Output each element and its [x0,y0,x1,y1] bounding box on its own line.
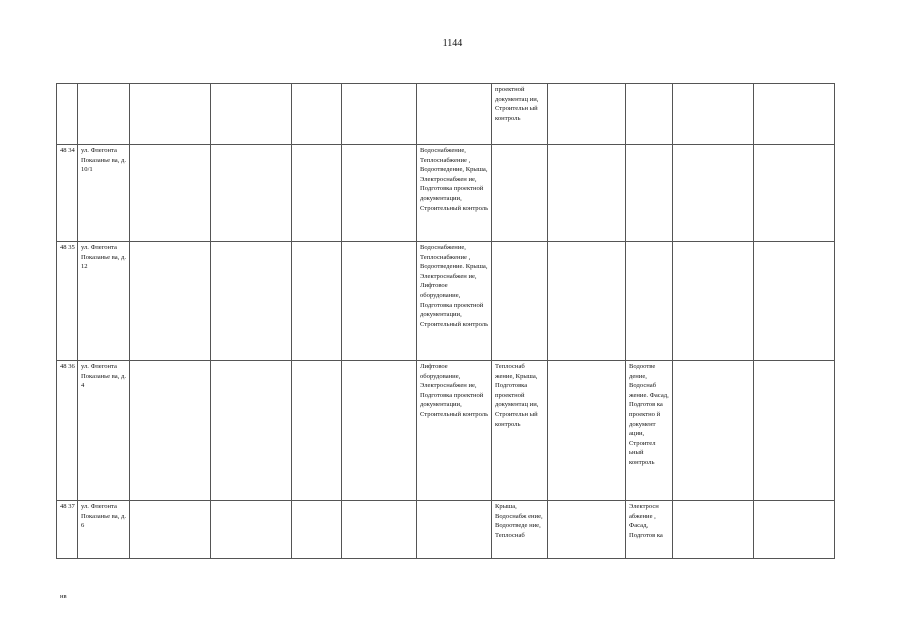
table-cell [754,501,835,559]
table-cell [673,84,754,145]
footer-mark: нв [60,593,67,600]
works-cell [492,242,548,361]
table-cell [754,242,835,361]
table-cell [342,84,417,145]
works-cell [626,242,673,361]
page-number: 1144 [442,38,463,49]
table-cell [292,84,342,145]
table-cell [211,84,292,145]
row-number-cell: 48 36 [57,361,78,501]
table-cell [292,361,342,501]
works-cell: Крыша, Водоснабж ение, Водоотведе ние, Теплоснаб [492,501,548,559]
works-cell [417,84,492,145]
table-cell [548,84,626,145]
address-cell [78,84,130,145]
table-cell [130,84,211,145]
works-cell: Водоснабжение, Теплоснабжение , Водоотведение, Крыша, Электроснабжен ие, Подготовка проектной документации, Строительный контроль [417,145,492,242]
table-cell [130,361,211,501]
address-cell: ул. Флегонта Показанье ва, д. 4 [78,361,130,501]
table-row [57,145,835,242]
table-cell [211,501,292,559]
address-cell: ул. Флегонта Показанье ва, д. 6 [78,501,130,559]
works-cell: Водоснабжение, Теплоснабжение , Водоотведение. Крыша, Электроснабжен ие, Лифтовое оборудование, Подготовка проектной документации, Строительный контроль [417,242,492,361]
table-cell [342,242,417,361]
works-cell: Электросн абжение , Фасад, Подготов ка [626,501,673,559]
table-cell [548,145,626,242]
table-row [57,84,835,145]
table-cell [548,361,626,501]
table-cell [211,145,292,242]
table-row [57,501,835,559]
table-cell [754,145,835,242]
row-number-cell: 48 37 [57,501,78,559]
table-cell [292,501,342,559]
table-row [57,361,835,501]
works-cell [626,84,673,145]
table-cell [754,361,835,501]
works-cell: Лифтовое оборудование, Электроснабжен ие, Подготовка проектной документации, Строительный контроль [417,361,492,501]
works-cell [492,145,548,242]
row-number-cell [57,84,78,145]
address-cell: ул. Флегонта Показанье ва, д. 10/1 [78,145,130,242]
table-cell [211,242,292,361]
table-cell [673,361,754,501]
table-cell [130,145,211,242]
works-cell [626,145,673,242]
table-cell [673,242,754,361]
works-cell: Водоотве дение, Водоснаб жение. Фасад, Подготов ка проектно й документ ации, Строител ьный контроль [626,361,673,501]
works-cell [417,501,492,559]
table-cell [754,84,835,145]
row-number-cell: 48 34 [57,145,78,242]
table-cell [673,501,754,559]
table-cell [673,145,754,242]
table-cell [130,501,211,559]
table-cell [211,361,292,501]
works-cell: проектной документац ии, Строительн ый контроль [492,84,548,145]
table-cell [342,145,417,242]
table-cell [342,501,417,559]
works-cell: Теплоснаб жение, Крыша, Подготовка проектной документац ии, Строительн ый контроль [492,361,548,501]
row-number-cell: 48 35 [57,242,78,361]
table-cell [548,501,626,559]
table-cell [292,145,342,242]
table-cell [130,242,211,361]
address-cell: ул. Флегонта Показанье ва, д. 12 [78,242,130,361]
table-row [57,242,835,361]
repair-schedule-table [56,83,835,559]
table-cell [342,361,417,501]
table-cell [548,242,626,361]
table-cell [292,242,342,361]
